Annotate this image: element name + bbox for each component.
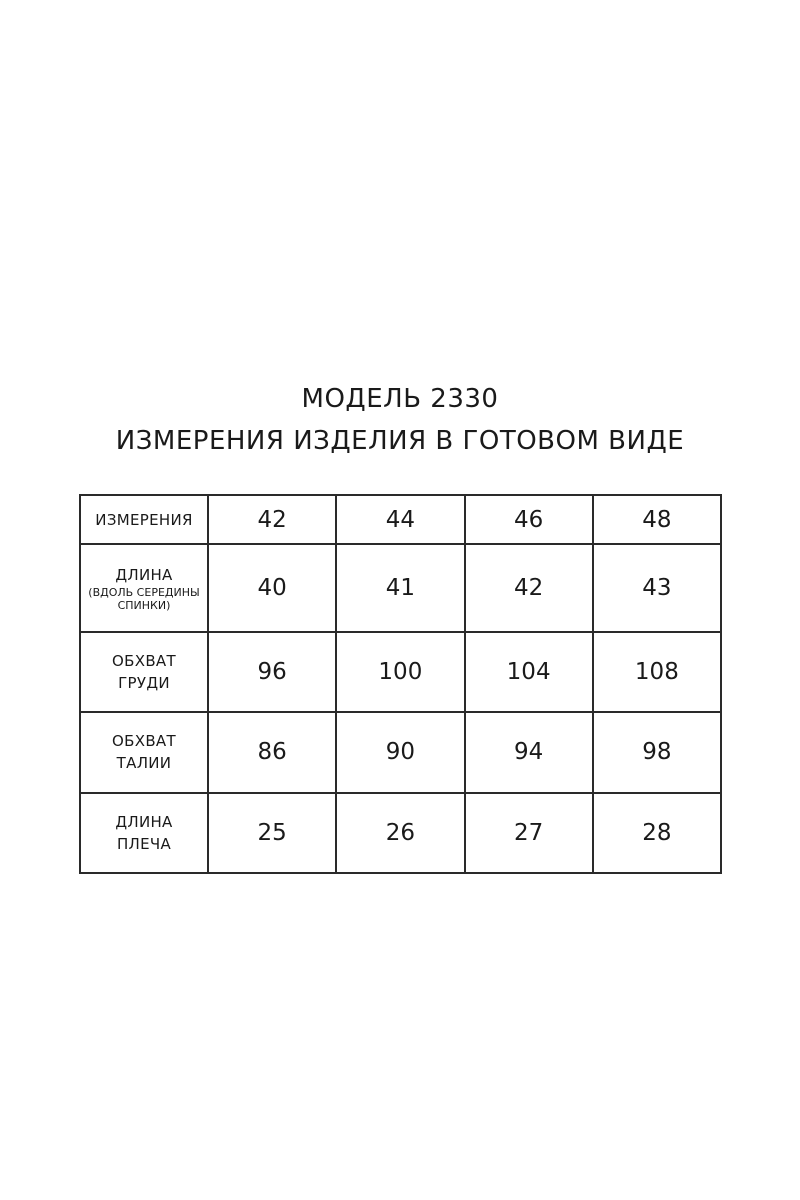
table-row xyxy=(80,793,721,874)
table-cell: 27 xyxy=(465,793,593,874)
page-title xyxy=(0,378,800,462)
row-label-chest xyxy=(80,632,208,713)
measurements-subtitle: ИЗМЕРЕНИЯ ИЗДЕЛИЯ В ГОТОВОМ ВИДЕ xyxy=(115,426,685,456)
table-cell: 26 xyxy=(336,793,464,874)
table-cell: 28 xyxy=(593,793,721,874)
row-label-note: СПИНКИ) xyxy=(117,598,171,612)
table-cell: 98 xyxy=(593,712,721,793)
size-chart-table xyxy=(79,494,722,874)
table-cell: 40 xyxy=(208,544,336,632)
table-cell: 41 xyxy=(336,544,464,632)
row-label-sizes xyxy=(80,495,208,544)
table-cell: 48 xyxy=(593,495,721,544)
row-label-text: ГРУДИ xyxy=(118,673,170,692)
row-label-text: ПЛЕЧА xyxy=(116,834,172,853)
table-cell: 86 xyxy=(208,712,336,793)
row-label-note: (ВДОЛЬ СЕРЕДИНЫ xyxy=(88,585,200,599)
row-label-text: ИЗМЕРЕНИЯ xyxy=(95,510,193,529)
row-label-text: ДЛИНА xyxy=(115,565,173,584)
table-cell: 44 xyxy=(336,495,464,544)
table-cell: 104 xyxy=(465,632,593,713)
table-row xyxy=(80,495,721,544)
table-cell: 90 xyxy=(336,712,464,793)
row-label-text: ОБХВАТ xyxy=(112,732,176,751)
table-cell: 43 xyxy=(593,544,721,632)
table-row xyxy=(80,712,721,793)
table-cell: 25 xyxy=(208,793,336,874)
model-title: МОДЕЛЬ 2330 xyxy=(301,384,499,414)
table-cell: 94 xyxy=(465,712,593,793)
row-label-text: ДЛИНА xyxy=(115,812,173,831)
table-row xyxy=(80,632,721,713)
table-cell: 100 xyxy=(336,632,464,713)
table-cell: 96 xyxy=(208,632,336,713)
table-cell: 46 xyxy=(465,495,593,544)
row-label-shoulder xyxy=(80,793,208,874)
table-row xyxy=(80,544,721,632)
table-cell: 42 xyxy=(465,544,593,632)
row-label-length xyxy=(80,544,208,632)
table-cell: 42 xyxy=(208,495,336,544)
table-cell: 108 xyxy=(593,632,721,713)
row-label-text: ОБХВАТ xyxy=(112,651,176,670)
row-label-waist xyxy=(80,712,208,793)
row-label-text: ТАЛИИ xyxy=(116,754,172,773)
